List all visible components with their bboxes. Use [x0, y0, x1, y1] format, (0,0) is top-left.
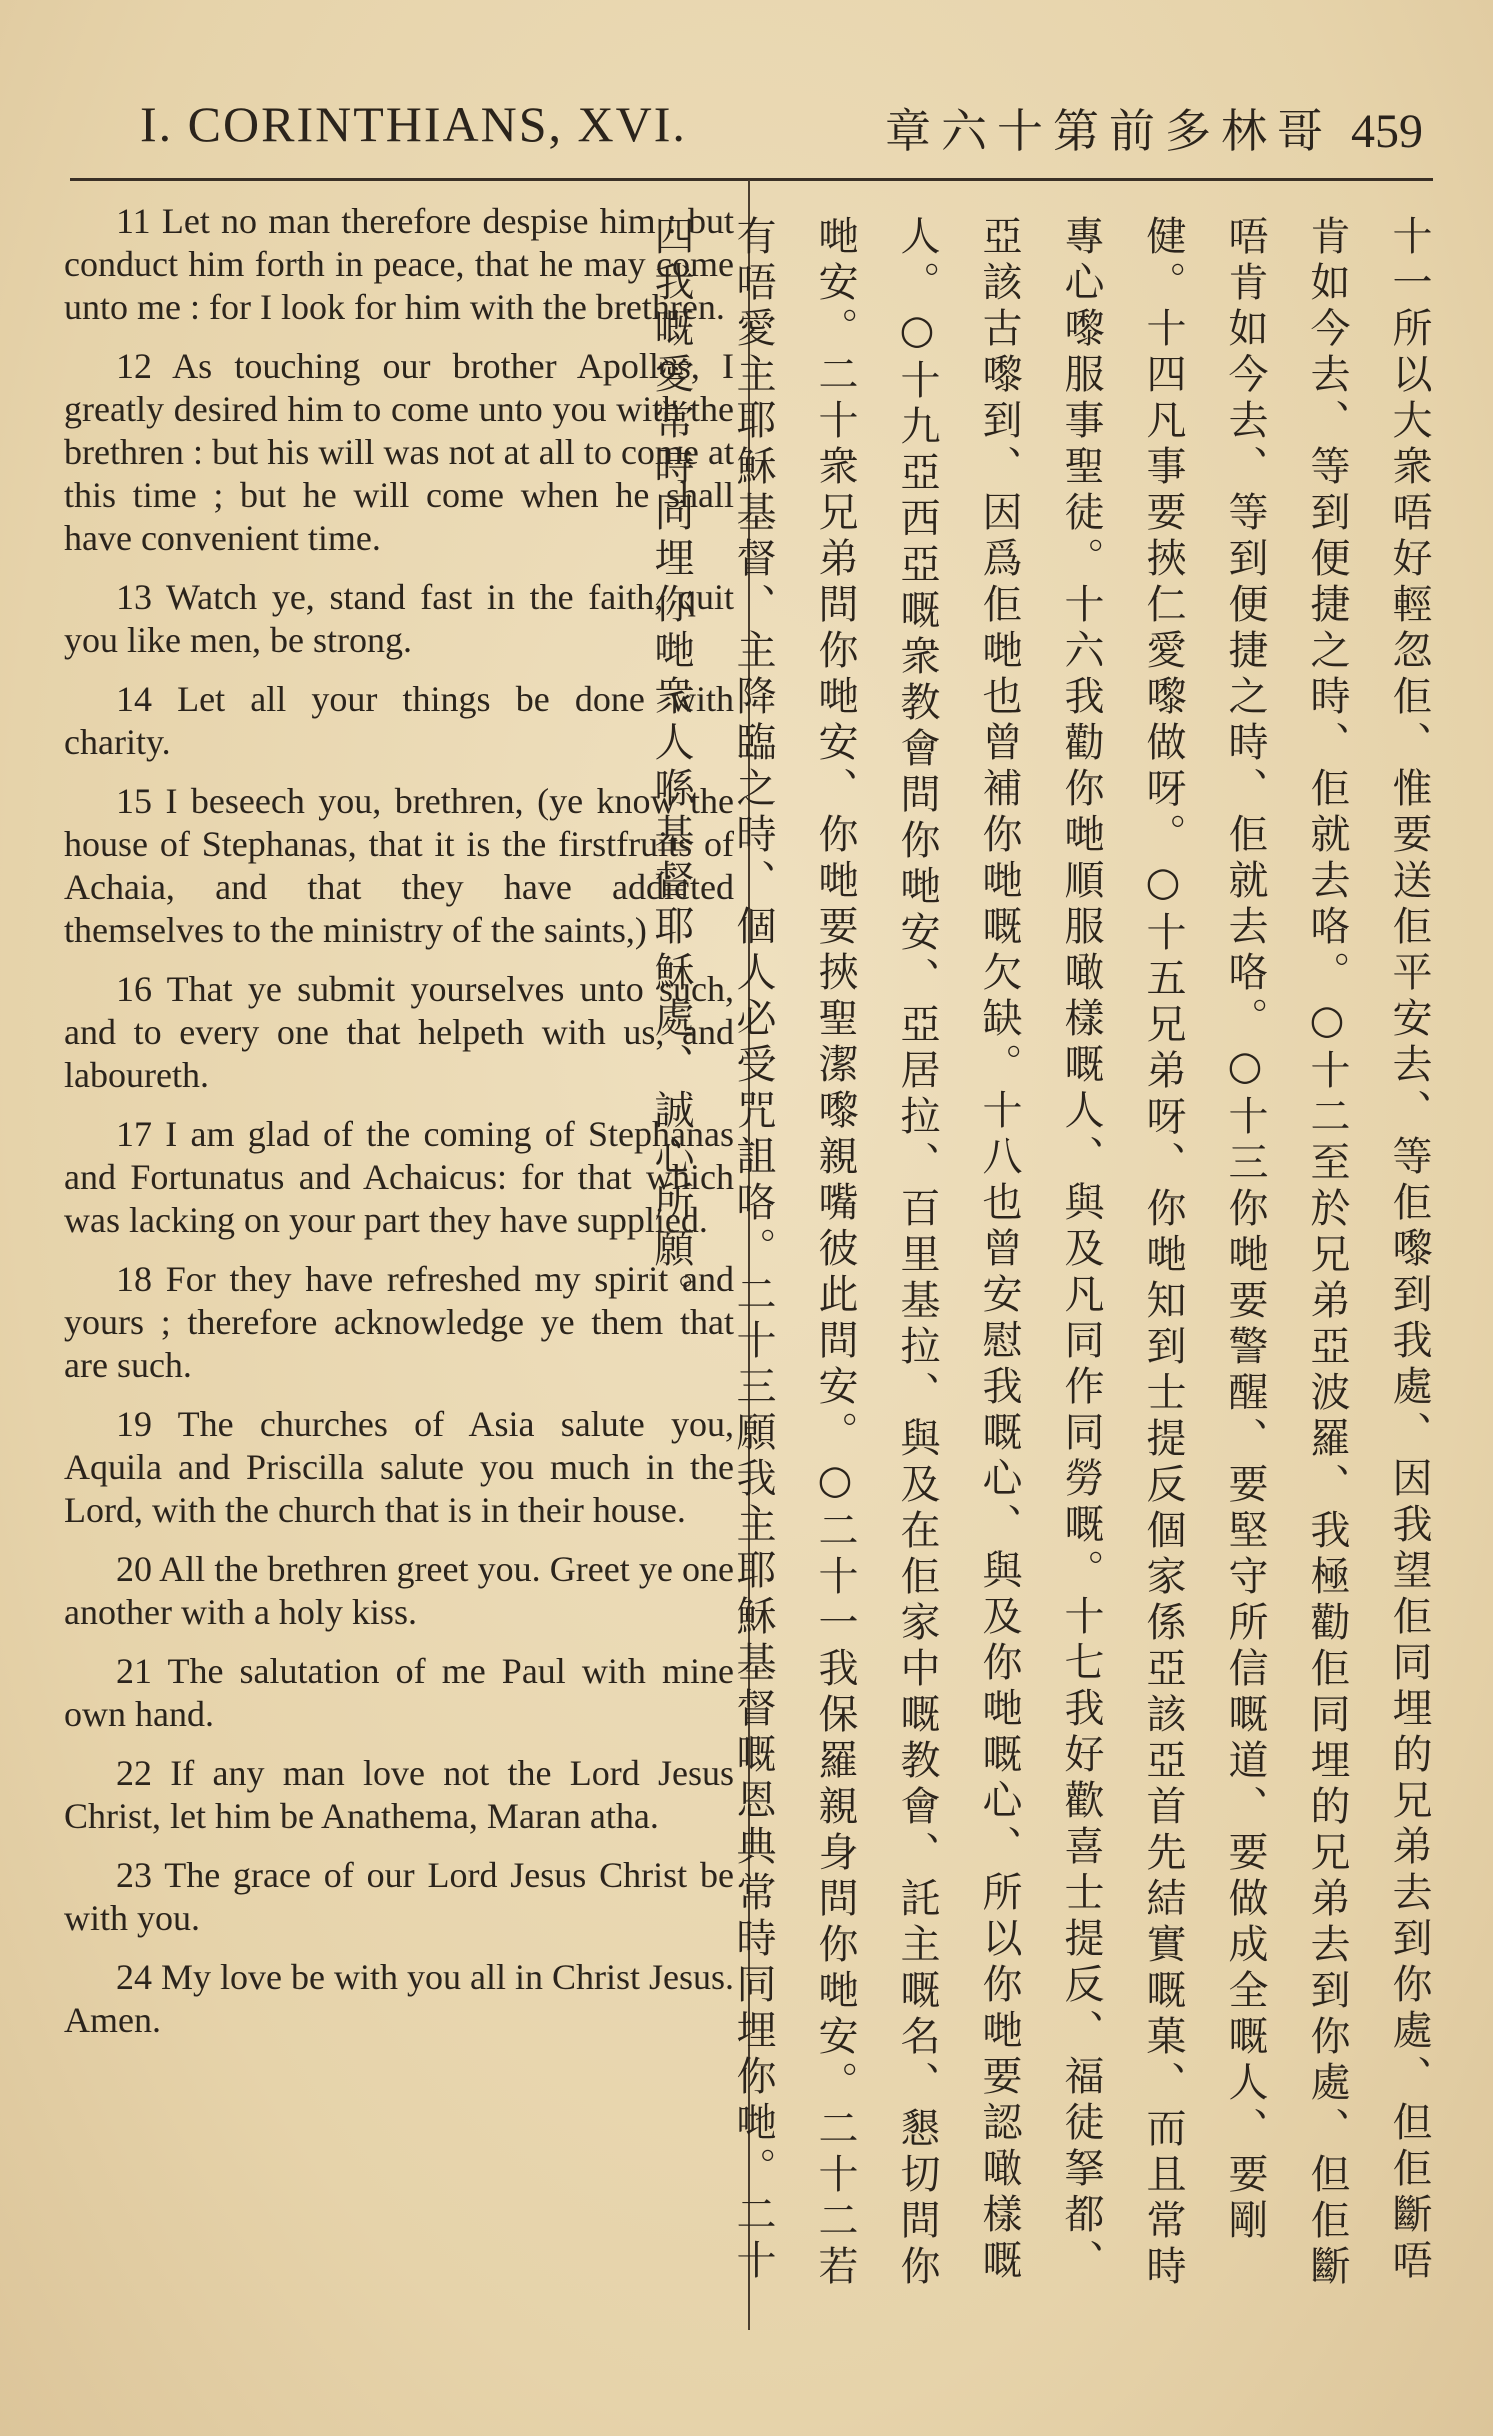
verse-20: 20 All the brethren greet you. Greet ye one another with a holy kiss. [64, 1549, 734, 1632]
verse-24: 24 My love be with you all in Christ Jesus. Amen. [64, 1957, 734, 2040]
verse-18: 18 For they have refreshed my spirit and yours ; therefore acknowledge ye them that are such. [64, 1259, 734, 1385]
header-rule [70, 178, 1433, 181]
verse-21: 21 The salutation of me Paul with mine own hand. [64, 1651, 734, 1734]
verse-15: 15 I beseech you, brethren, (ye know the house of Stephanas, that it is the firstfruits of Achaia, and that they have addicted themselves to the ministry of the saints,) [64, 781, 734, 950]
verse-17: 17 I am glad of the coming of Stephanas and Fortunatus and Achaicus: for that which was lacking on your part they have supplied. [64, 1114, 734, 1240]
header-book-title-english: I. CORINTHIANS, XVI. [140, 96, 687, 152]
page-number: 459 [1351, 105, 1423, 158]
verse-12: 12 As touching our brother Apollos, I greatly desired him to come unto you with the brethren : but his will was not at all to come at this time ; but he will come when he shall have convenient time. [64, 346, 734, 558]
chinese-column: 十一所以大衆唔好輕忽佢、惟要送佢平安去、等佢嚟到我處、因我望佢同埋的兄弟去到你處、但佢斷唔肯如今去、等到便捷之時、佢就去咯。○十二至於兄弟亞波羅、我極勸佢同埋的兄弟去到你處、但佢斷唔肯如今去、等到便捷之時、佢就去咯。○十三你哋要警醒、要堅守所信嘅道、要做成全嘅人、要剛健。十四凡事要挾仁愛嚟做呀。○十五兄弟呀、你哋知到士提反個家係亞該亞首先結實嘅菓、而且常時專心嚟服事聖徒。十六我勸你哋順服噉樣嘅人、與及凡同作同勞嘅。十七我好歡喜士提反、福徒拏都、亞該古嚟到、因爲佢哋也曾補你哋嘅欠缺。十八也曾安慰我嘅心、與及你哋嘅心、所以你哋要認噉樣嘅人。○十九亞西亞嘅衆教會問你哋安、亞居拉、百里基拉、與及在佢家中嘅教會、託主嘅名、懇切問你哋安。二十衆兄弟問你哋安、你哋要挾聖潔嚟親嘴彼此問安。○二十一我保羅親身問你哋安。二十二若有唔愛主耶穌基督、主降臨之時、個人必受咒詛咯。二十三願我主耶穌基督嘅恩典常時同埋你哋。二十四我嘅愛常時同埋你哋衆人喺基督耶穌處、誠心所願。 [648, 215, 1432, 2291]
header-right [885, 95, 1423, 161]
verse-14: 14 Let all your things be done with charity. [64, 679, 734, 762]
header-book-title-chinese: 章六十第前多林哥 [885, 104, 1333, 158]
verse-23: 23 The grace of our Lord Jesus Christ be with you. [64, 1855, 734, 1938]
verse-16: 16 That ye submit yourselves unto such, and to every one that helpeth with us, and laboureth. [64, 969, 734, 1095]
page-header [60, 95, 1433, 175]
verse-19: 19 The churches of Asia salute you, Aquila and Priscilla salute you much in the Lord, with the church that is in their house. [64, 1404, 734, 1530]
verse-22: 22 If any man love not the Lord Jesus Christ, let him be Anathema, Maran atha. [64, 1753, 734, 1836]
verse-11: 11 Let no man therefore despise him : but conduct him forth in peace, that he may come unto me : for I look for him with the brethren. [64, 201, 734, 327]
verse-13: 13 Watch ye, stand fast in the faith, quit you like men, be strong. [64, 577, 734, 660]
